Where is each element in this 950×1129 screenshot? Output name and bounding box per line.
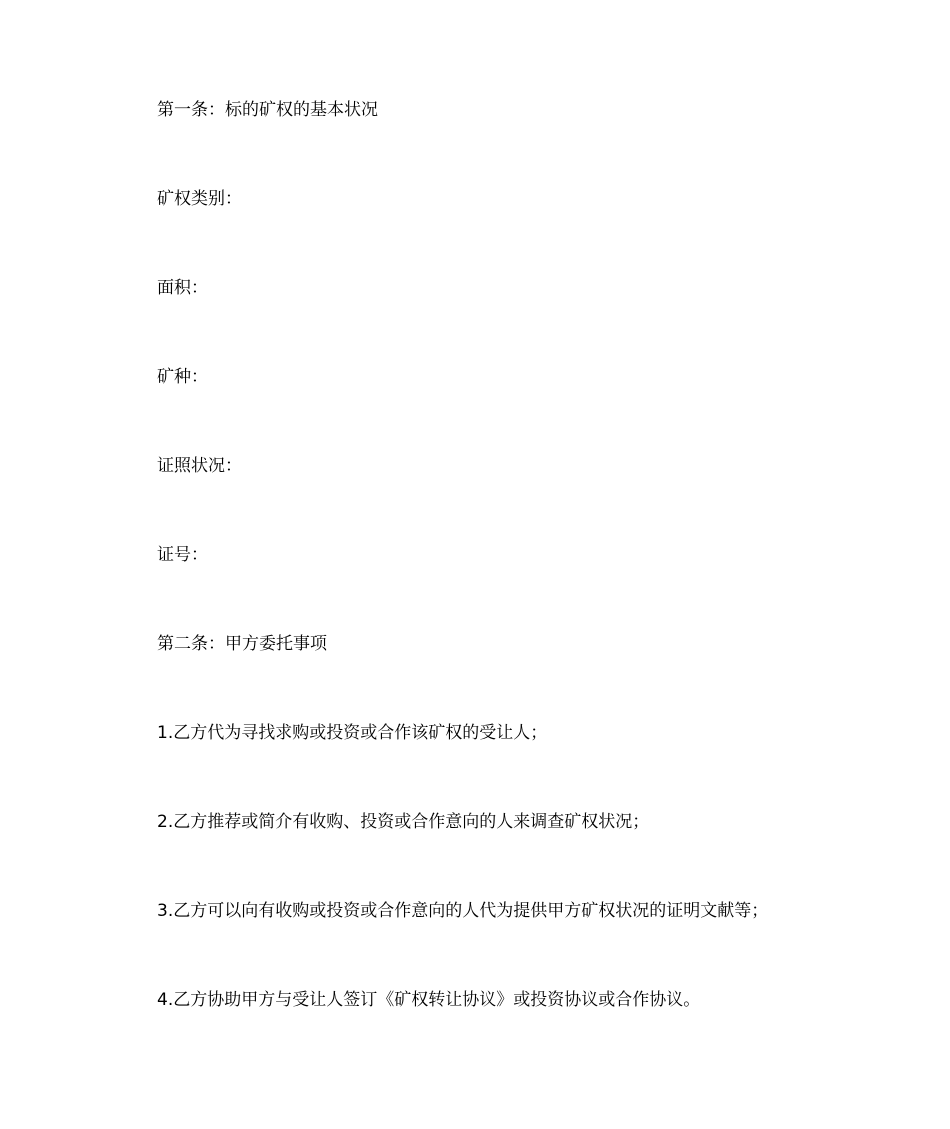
field-license-status: 证照状况：	[157, 456, 242, 476]
list-item-4: 4.乙方协助甲方与受让人签订《矿权转让协议》或投资协议或合作协议。	[157, 990, 701, 1010]
list-item-2: 2.乙方推荐或简介有收购、投资或合作意向的人来调查矿权状况；	[157, 812, 650, 832]
list-item-3: 3.乙方可以向有收购或投资或合作意向的人代为提供甲方矿权状况的证明文献等；	[157, 901, 769, 921]
field-mining-right-type: 矿权类别：	[157, 189, 242, 209]
field-mineral-type: 矿种：	[157, 367, 208, 387]
article-2-heading: 第二条：甲方委托事项	[157, 634, 327, 654]
article-1-heading: 第一条：标的矿权的基本状况	[157, 100, 378, 120]
field-license-number: 证号：	[157, 545, 208, 565]
list-item-1: 1.乙方代为寻找求购或投资或合作该矿权的受让人；	[157, 723, 548, 743]
field-area: 面积：	[157, 278, 208, 298]
